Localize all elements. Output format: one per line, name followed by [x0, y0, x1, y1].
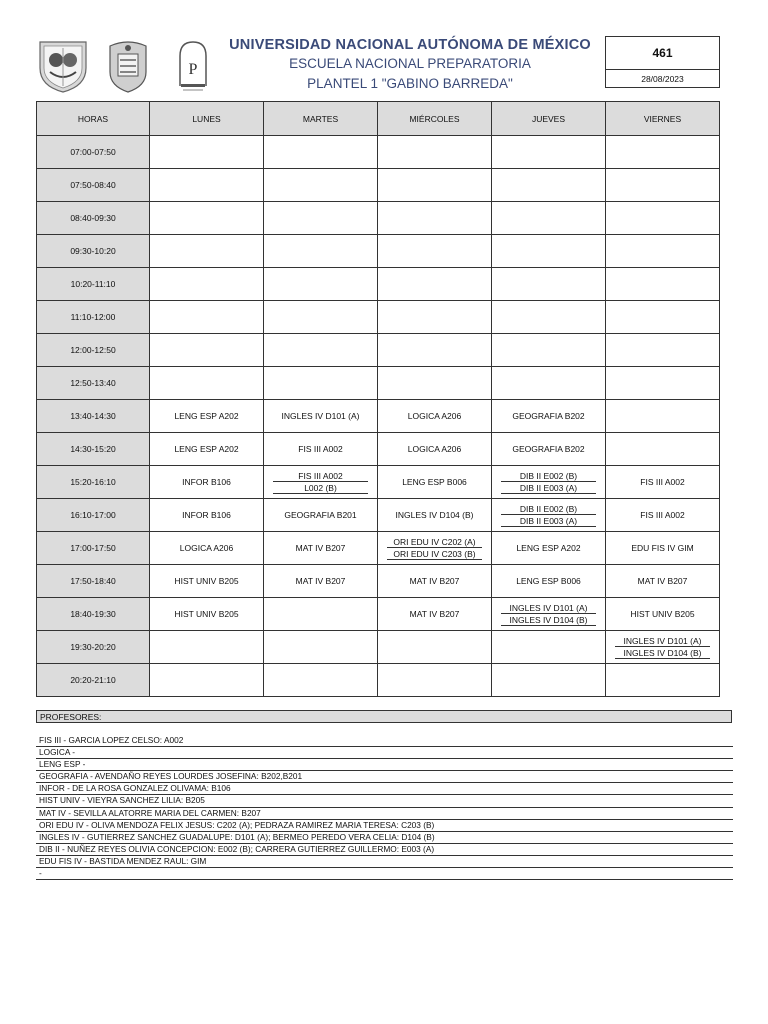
- schedule-cell: [378, 400, 492, 433]
- hour-cell: 12:00-12:50: [37, 334, 150, 367]
- schedule-cell: [150, 598, 264, 631]
- professor-row: MAT IV - SEVILLA ALATORRE MARIA DEL CARMEN: B207: [36, 808, 733, 820]
- class-entry-stack: [378, 537, 491, 560]
- hour-cell: 18:40-19:30: [37, 598, 150, 631]
- class-entry: ORI EDU IV C203 (B): [387, 549, 482, 560]
- schedule-cell: [150, 301, 264, 334]
- schedule-cell: [264, 664, 378, 697]
- schedule-cell: [264, 334, 378, 367]
- column-header: JUEVES: [492, 102, 606, 136]
- schedule-row: [37, 235, 720, 268]
- class-entry: MAT IV B207: [295, 543, 346, 553]
- hour-cell: 16:10-17:00: [37, 499, 150, 532]
- class-entry: LOGICA A206: [407, 411, 462, 421]
- schedule-cell: [264, 565, 378, 598]
- schedule-cell: [150, 367, 264, 400]
- schedule-cell: [492, 202, 606, 235]
- schedule-row: [37, 334, 720, 367]
- schedule-cell: [606, 565, 720, 598]
- schedule-cell: [150, 664, 264, 697]
- schedule-cell: [378, 235, 492, 268]
- schedule-cell: [264, 532, 378, 565]
- professor-row: INFOR - DE LA ROSA GONZALEZ OLIVAMA: B106: [36, 783, 733, 795]
- class-entry: LENG ESP A202: [174, 411, 239, 421]
- hour-cell: 08:40-09:30: [37, 202, 150, 235]
- schedule-row: [37, 169, 720, 202]
- class-entry-stack: [492, 471, 605, 494]
- column-header: VIERNES: [606, 102, 720, 136]
- schedule-cell: [378, 268, 492, 301]
- schedule-cell: [492, 268, 606, 301]
- class-entry: LOGICA A206: [179, 543, 234, 553]
- schedule-cell: [492, 499, 606, 532]
- class-entry-stack: [606, 636, 719, 659]
- class-entry: L002 (B): [273, 483, 368, 494]
- professor-row: DIB II - NUÑEZ REYES OLIVIA CONCEPCION: E002 (B); CARRERA GUTIERREZ GUILLERMO: E003 (A): [36, 844, 733, 856]
- schedule-cell: [264, 598, 378, 631]
- class-entry: LENG ESP B006: [516, 576, 581, 586]
- class-entry: EDU FIS IV GIM: [631, 543, 694, 553]
- professors-list: [36, 735, 733, 880]
- schedule-cell: [150, 532, 264, 565]
- schedule-cell: [492, 400, 606, 433]
- schedule-row: [37, 367, 720, 400]
- professor-row: GEOGRAFIA - AVENDAÑO REYES LOURDES JOSEFINA: B202,B201: [36, 771, 733, 783]
- schedule-cell: [492, 598, 606, 631]
- class-entry: GEOGRAFIA B201: [284, 510, 357, 520]
- class-entry: LENG ESP A202: [174, 444, 239, 454]
- class-entry: GEOGRAFIA B202: [512, 411, 585, 421]
- schedule-row: [37, 433, 720, 466]
- school-name: ESCUELA NACIONAL PREPARATORIA: [289, 56, 531, 71]
- class-entry: INGLES IV D101 (A): [281, 411, 360, 421]
- schedule-cell: [378, 169, 492, 202]
- schedule-cell: [378, 565, 492, 598]
- schedule-cell: [264, 466, 378, 499]
- professor-row: EDU FIS IV - BASTIDA MENDEZ RAUL: GIM: [36, 856, 733, 868]
- schedule-cell: [378, 334, 492, 367]
- schedule-cell: [492, 433, 606, 466]
- class-entry-stack: [492, 603, 605, 626]
- schedule-cell: [378, 664, 492, 697]
- schedule-cell: [378, 631, 492, 664]
- professor-row: -: [36, 868, 733, 880]
- class-entry: INGLES IV D101 (A): [501, 603, 596, 614]
- schedule-cell: [150, 466, 264, 499]
- enp-shield-icon: [104, 38, 152, 94]
- hour-cell: 19:30-20:20: [37, 631, 150, 664]
- column-header: LUNES: [150, 102, 264, 136]
- class-entry: HIST UNIV B205: [174, 609, 239, 619]
- hour-cell: 13:40-14:30: [37, 400, 150, 433]
- professor-row: LENG ESP -: [36, 759, 733, 771]
- schedule-cell: [150, 136, 264, 169]
- schedule-cell: [150, 565, 264, 598]
- schedule-row: [37, 664, 720, 697]
- class-entry: HIST UNIV B205: [174, 576, 239, 586]
- schedule-cell: [606, 433, 720, 466]
- schedule-cell: [378, 433, 492, 466]
- class-entry: MAT IV B207: [637, 576, 688, 586]
- schedule-cell: [606, 301, 720, 334]
- svg-text:P: P: [188, 61, 198, 78]
- class-entry: DIB II E002 (B): [501, 471, 596, 482]
- column-header: MIÉRCOLES: [378, 102, 492, 136]
- schedule-cell: [606, 400, 720, 433]
- schedule-header-row: [37, 102, 720, 136]
- class-entry: FIS III A002: [273, 471, 368, 482]
- schedule-cell: [378, 202, 492, 235]
- schedule-cell: [606, 169, 720, 202]
- schedule-cell: [606, 136, 720, 169]
- schedule-cell: [150, 400, 264, 433]
- hour-cell: 09:30-10:20: [37, 235, 150, 268]
- class-entry: LENG ESP A202: [516, 543, 581, 553]
- schedule-cell: [606, 235, 720, 268]
- schedule-cell: [378, 136, 492, 169]
- schedule-cell: [150, 499, 264, 532]
- schedule-cell: [264, 235, 378, 268]
- schedule-cell: [606, 466, 720, 499]
- schedule-cell: [492, 367, 606, 400]
- schedule-cell: [378, 367, 492, 400]
- class-entry: DIB II E003 (A): [501, 483, 596, 494]
- schedule-cell: [492, 301, 606, 334]
- professor-row: LOGICA -: [36, 747, 733, 759]
- schedule-cell: [264, 136, 378, 169]
- schedule-row: [37, 268, 720, 301]
- schedule-table: [36, 101, 720, 697]
- group-date-box: [605, 36, 720, 88]
- schedule-cell: [264, 433, 378, 466]
- group-number: 461: [606, 37, 719, 70]
- class-entry: GEOGRAFIA B202: [512, 444, 585, 454]
- schedule-cell: [492, 136, 606, 169]
- schedule-cell: [606, 268, 720, 301]
- schedule-date: 28/08/2023: [641, 73, 684, 84]
- schedule-row: [37, 301, 720, 334]
- hour-cell: 15:20-16:10: [37, 466, 150, 499]
- schedule-cell: [606, 664, 720, 697]
- schedule-row: [37, 565, 720, 598]
- schedule-cell: [492, 532, 606, 565]
- schedule-cell: [264, 499, 378, 532]
- schedule-cell: [150, 433, 264, 466]
- schedule-cell: [150, 631, 264, 664]
- schedule-row: [37, 598, 720, 631]
- schedule-cell: [378, 532, 492, 565]
- class-entry: FIS III A002: [298, 444, 343, 454]
- schedule-cell: [150, 202, 264, 235]
- class-entry: HIST UNIV B205: [630, 609, 695, 619]
- schedule-cell: [150, 334, 264, 367]
- schedule-cell: [150, 235, 264, 268]
- schedule-cell: [378, 301, 492, 334]
- professors-title: PROFESORES:: [36, 710, 732, 723]
- class-entry-stack: [264, 471, 377, 494]
- university-name: UNIVERSIDAD NACIONAL AUTÓNOMA DE MÉXICO: [229, 37, 591, 53]
- professor-row: INGLES IV - GUTIERREZ SANCHEZ GUADALUPE: D101 (A); BERMEO PEREDO VERA CELIA: D104 (B): [36, 832, 733, 844]
- class-entry: MAT IV B207: [409, 609, 460, 619]
- hour-cell: 20:20-21:10: [37, 664, 150, 697]
- hour-cell: 17:00-17:50: [37, 532, 150, 565]
- column-header: MARTES: [264, 102, 378, 136]
- class-entry: ORI EDU IV C202 (A): [387, 537, 482, 548]
- hour-cell: 17:50-18:40: [37, 565, 150, 598]
- schedule-cell: [492, 664, 606, 697]
- schedule-cell: [606, 202, 720, 235]
- schedule-cell: [264, 400, 378, 433]
- class-entry: DIB II E003 (A): [501, 516, 596, 527]
- schedule-row: [37, 499, 720, 532]
- class-entry: FIS III A002: [640, 510, 685, 520]
- schedule-row: [37, 631, 720, 664]
- schedule-cell: [264, 268, 378, 301]
- schedule-cell: [492, 169, 606, 202]
- class-entry: DIB II E002 (B): [501, 504, 596, 515]
- schedule-cell: [264, 301, 378, 334]
- schedule-row: [37, 466, 720, 499]
- class-entry: INFOR B106: [182, 477, 231, 487]
- schedule-cell: [264, 202, 378, 235]
- schedule-cell: [150, 169, 264, 202]
- hour-cell: 07:00-07:50: [37, 136, 150, 169]
- schedule-cell: [150, 268, 264, 301]
- hour-cell: 10:20-11:10: [37, 268, 150, 301]
- schedule-cell: [264, 169, 378, 202]
- campus-name: PLANTEL 1 "GABINO BARREDA": [307, 76, 513, 91]
- class-entry: MAT IV B207: [409, 576, 460, 586]
- schedule-cell: [492, 565, 606, 598]
- schedule-cell: [606, 532, 720, 565]
- class-entry: FIS III A002: [640, 477, 685, 487]
- class-entry: LENG ESP B006: [402, 477, 467, 487]
- schedule-cell: [264, 631, 378, 664]
- column-header: HORAS: [37, 102, 150, 136]
- schedule-row: [37, 202, 720, 235]
- class-entry: INFOR B106: [182, 510, 231, 520]
- schedule-cell: [378, 499, 492, 532]
- hour-cell: 07:50-08:40: [37, 169, 150, 202]
- schedule-cell: [264, 367, 378, 400]
- hour-cell: 11:10-12:00: [37, 301, 150, 334]
- class-entry: INGLES IV D101 (A): [615, 636, 710, 647]
- class-entry: INGLES IV D104 (B): [395, 510, 474, 520]
- schedule-row: [37, 400, 720, 433]
- schedule-cell: [606, 499, 720, 532]
- schedule-cell: [606, 598, 720, 631]
- schedule-cell: [492, 631, 606, 664]
- schedule-cell: [492, 466, 606, 499]
- header-title-block: [222, 36, 598, 93]
- schedule-cell: [492, 334, 606, 367]
- hour-cell: 14:30-15:20: [37, 433, 150, 466]
- unam-shield-icon: [36, 38, 90, 94]
- class-entry-stack: [492, 504, 605, 527]
- hour-cell: 12:50-13:40: [37, 367, 150, 400]
- schedule-cell: [606, 631, 720, 664]
- class-entry: LOGICA A206: [407, 444, 462, 454]
- professor-row: ORI EDU IV - OLIVA MENDOZA FELIX JESUS: C202 (A); PEDRAZA RAMIREZ MARIA TERESA: C203 (B): [36, 820, 733, 832]
- professor-row: HIST UNIV - VIEYRA SANCHEZ LILIA: B205: [36, 795, 733, 807]
- class-entry: INGLES IV D104 (B): [615, 648, 710, 659]
- schedule-cell: [492, 235, 606, 268]
- plantel-logo-icon: [176, 38, 210, 94]
- schedule-cell: [606, 367, 720, 400]
- schedule-cell: [378, 598, 492, 631]
- professor-row: FIS III - GARCIA LOPEZ CELSO: A002: [36, 735, 733, 747]
- schedule-cell: [378, 466, 492, 499]
- class-entry: MAT IV B207: [295, 576, 346, 586]
- schedule-row: [37, 136, 720, 169]
- schedule-row: [37, 532, 720, 565]
- schedule-cell: [606, 334, 720, 367]
- class-entry: INGLES IV D104 (B): [501, 615, 596, 626]
